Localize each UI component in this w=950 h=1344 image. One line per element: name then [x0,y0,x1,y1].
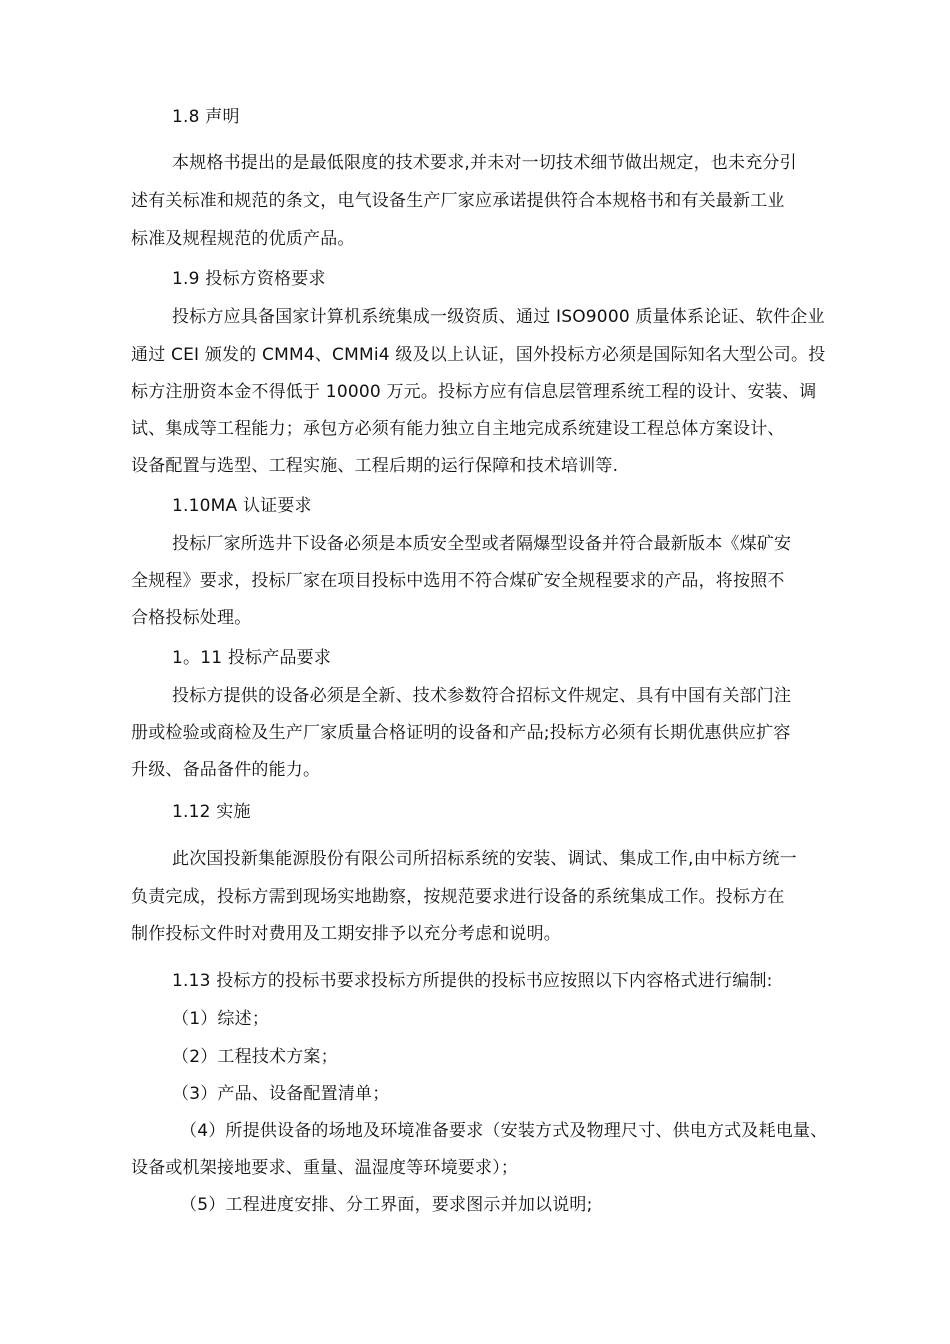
paragraph-line: 通过 CEI 颁发的 CMM4、CMMi4 级及以上认证，国外投标方必须是国际知名大型公司。投 [131,345,826,365]
list-item: （2）工程技术方案； [172,1047,338,1067]
list-item: （1）综述； [172,1009,270,1029]
section-heading: 1.9 投标方资格要求 [172,269,326,289]
paragraph-line: 升级、备品备件的能力。 [131,760,321,780]
section-heading: 1.13 投标方的投标书要求投标方所提供的投标书应按照以下内容格式进行编制: [172,971,773,991]
list-item-continuation: 设备或机架接地要求、重量、温湿度等环境要求）； [131,1158,519,1178]
paragraph-line: 负责完成，投标方需到现场实地勘察，按规范要求进行设备的系统集成工作。投标方在 [131,887,785,907]
paragraph-line: 设备配置与选型、工程实施、工程后期的运行保障和技术培训等. [131,456,619,476]
paragraph-line: 投标方提供的设备必须是全新、技术参数符合招标文件规定、具有中国有关部门注 [172,686,792,706]
section-heading: 1。11 投标产品要求 [172,648,332,668]
list-item: （4）所提供设备的场地及环境准备要求（安装方式及物理尺寸、供电方式及耗电量、 [180,1121,828,1141]
paragraph-line: 标方注册资本金不得低于 10000 万元。投标方应有信息层管理系统工程的设计、安装、调 [131,382,817,402]
paragraph-line: 投标方应具备国家计算机系统集成一级资质、通过 ISO9000 质量体系论证、软件企业 [172,307,825,327]
paragraph-line: 全规程》要求，投标厂家在项目投标中选用不符合煤矿安全规程要求的产品，将按照不 [131,571,785,591]
section-heading: 1.10MA 认证要求 [172,496,312,516]
paragraph-line: 制作投标文件时对费用及工期安排予以充分考虑和说明。 [131,924,561,944]
paragraph-line: 试、集成等工程能力；承包方必须有能力独立自主地完成系统建设工程总体方案设计、 [131,419,785,439]
paragraph-line: 述有关标准和规范的条文，电气设备生产厂家应承诺提供符合本规格书和有关最新工业 [131,191,785,211]
paragraph-line: 合格投标处理。 [131,608,252,628]
paragraph-line: 投标厂家所选井下设备必须是本质安全型或者隔爆型设备并符合最新版本《煤矿安 [172,534,792,554]
list-item: （3）产品、设备配置清单； [172,1084,390,1104]
paragraph-line: 册或检验或商检及生产厂家质量合格证明的设备和产品;投标方必须有长期优惠供应扩容 [131,723,791,743]
section-heading: 1.12 实施 [172,802,251,822]
paragraph-line: 本规格书提出的是最低限度的技术要求,并未对一切技术细节做出规定，也未充分引 [172,153,797,173]
paragraph-line: 此次国投新集能源股份有限公司所招标系统的安装、调试、集成工作,由中标方统一 [172,849,797,869]
section-heading: 1.8 声明 [172,107,240,127]
paragraph-line: 标准及规程规范的优质产品。 [131,229,355,249]
list-item: （5）工程进度安排、分工界面，要求图示并加以说明; [180,1195,593,1215]
